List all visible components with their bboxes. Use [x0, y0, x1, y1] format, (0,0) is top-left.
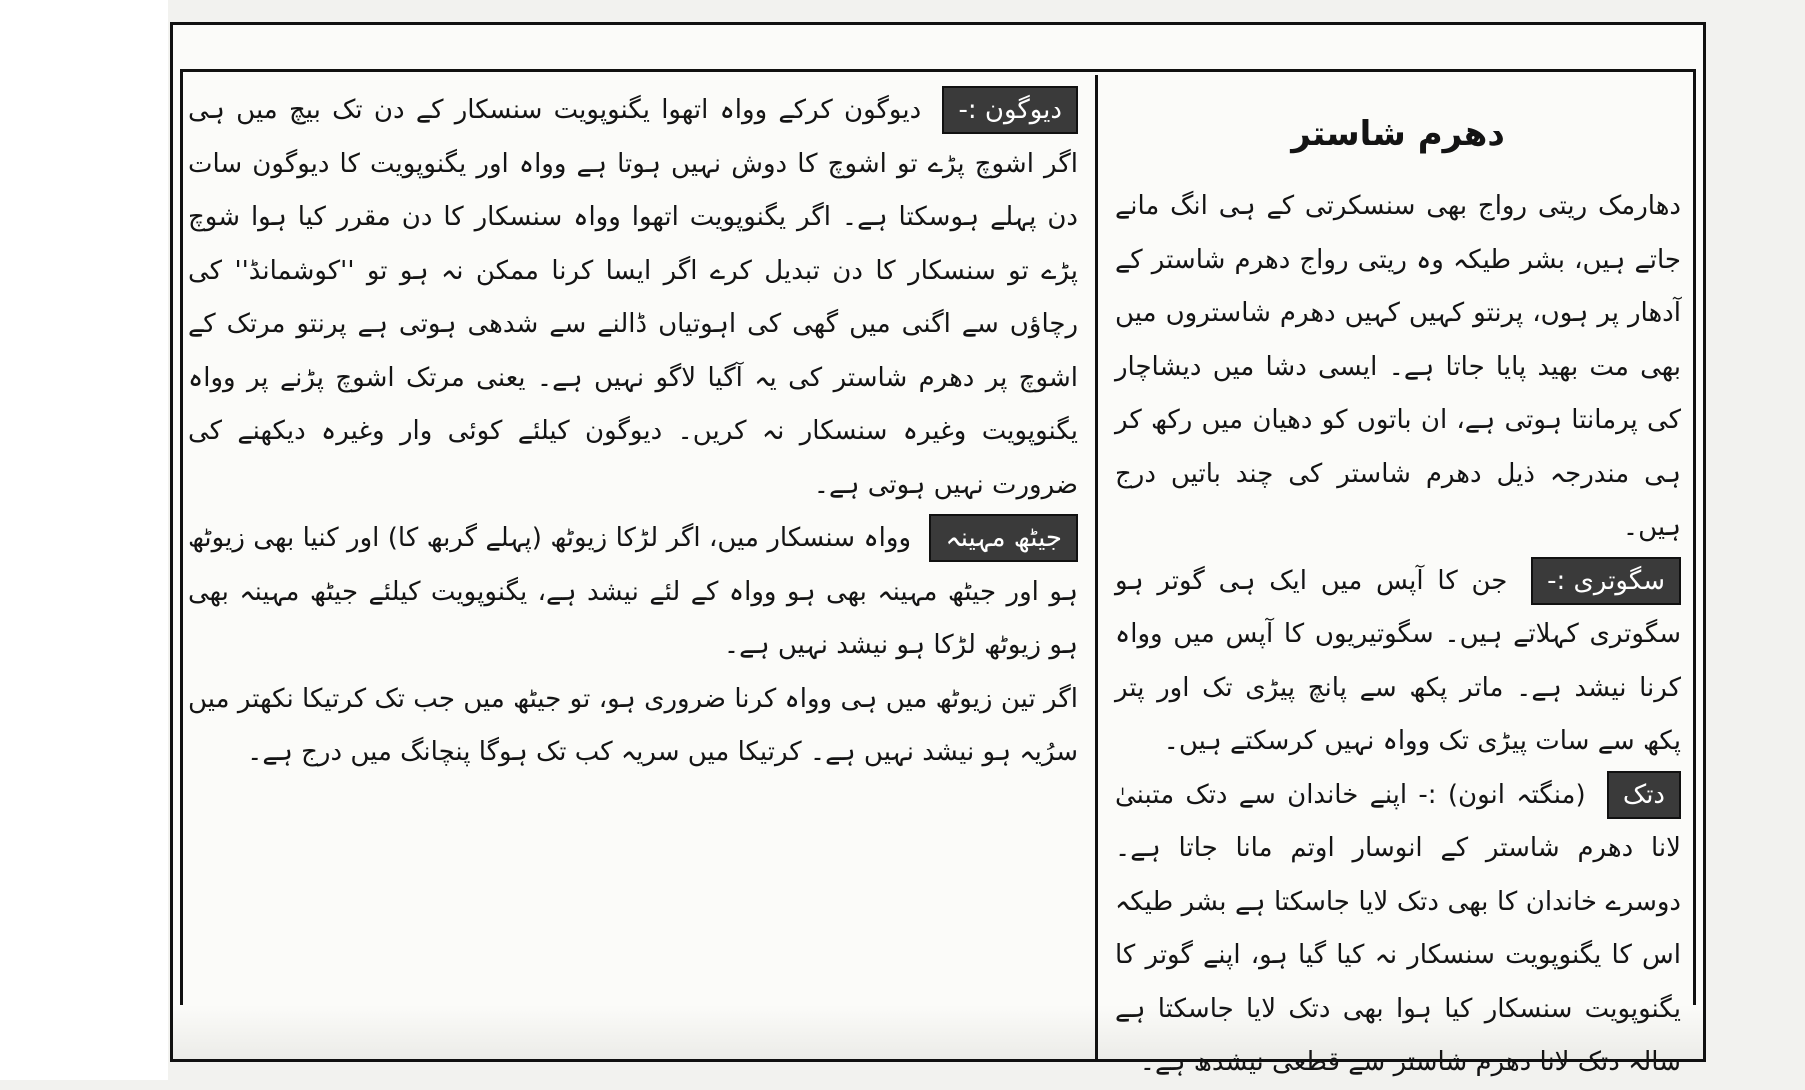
jyeshth-text: وواہ سنسکار میں، اگر لڑکا زیوٹھ (پہلے گربھ کا) اور کنیا بھی زیوٹھ ہو اور جیٹھ مہینہ بھی ہو وواہ کے لئے نیشد ہے، یگنوپویت کیلئے جیٹھ مہینہ بھی ہو زیوٹھ لڑکا ہو نیشد نہیں ہے۔ — [188, 523, 1078, 660]
devgon-paragraph — [188, 84, 1078, 512]
section-heading: دھرم شاستر — [1291, 114, 1505, 154]
jyeshth-label: جیٹھ مہینہ — [929, 514, 1078, 562]
dattak-paragraph — [1115, 769, 1681, 1090]
teen-jyeshth-paragraph: اگر تین زیوٹھ میں ہی وواہ کرنا ضروری ہو، تو جیٹھ میں جب تک کرتیکا نکھتر میں سرُیہ ہو نیشد نہیں ہے۔ کرتیکا میں سریہ کب تک ہوگا پنچانگ میں درج ہے۔ — [188, 683, 1078, 767]
dattak-text: (منگتہ انون) :- اپنے خاندان سے دتک متبنیٰ لانا دھرم شاستر کے انوسار اوتم مانا جاتا ہے۔ دوسرے خاندان کا بھی دتک لایا جاسکتا ہے بشر طیکہ اس کا یگنوپویت سنسکار نہ کیا گیا ہو، اپنے گوتر کا یگنوپویت سنسکار کیا ہوا بھی دتک لایا جاسکتا ہے سالہ دتک لانا دھرم شاستر سے قطعی نیشدھ ہے۔ — [1115, 779, 1681, 1077]
column-divider — [1095, 75, 1098, 1060]
scan-margin — [0, 0, 168, 1080]
devgon-text: دیوگون کرکے وواہ اتھوا یگنوپویت سنسکار کے دن تک بیچ میں ہی اگر اشوچ پڑے تو اشوچ کا دوش نہیں ہوتا ہے وواہ اور یگنوپویت کا دیوگون سات دن پہلے ہوسکتا ہے۔ اگر یگنوپویت اتھوا وواہ سنسکار کا دن مقرر کیا ہوا شوچ پڑے تو سنسکار کا دن تبدیل کرے اگر ایسا کرنا ممکن نہ ہو تو ''کوشمانڈ'' کی رچاؤں سے اگنی میں گھی کی اہوتیاں ڈالنے سے شدھی ہوتی ہے پرنتو مرتک کے اشوچ پر دھرم شاستر کی یہ آگیا لاگو نہیں ہے۔ یعنی مرتک اشوچ پڑنے پر وواہ یگنوپویت وغیرہ سنسکار نہ کریں۔ دیوگون کیلئے کوئی وار وغیرہ دیکھنے کی ضرورت نہیں ہوتی ہے۔ — [188, 95, 1078, 500]
sagotri-text: جن کا آپس میں ایک ہی گوتر ہو سگوتری کہلاتے ہیں۔ سگوتیریوں کا آپس میں وواہ کرنا نیشد ہے۔ ماتر پکھ سے پانچ پیڑی تک اور پتر پکھ سے سات پیڑی تک وواہ نہیں کرسکتے ہیں۔ — [1115, 565, 1681, 756]
sagotri-label: سگوتری :- — [1531, 557, 1681, 605]
right-column — [1115, 84, 1681, 1077]
jyeshth-paragraph — [188, 512, 1078, 673]
intro-paragraph: دھارمک ریتی رواج بھی سنسکرتی کے ہی انگ مانے جاتے ہیں، بشر طیکہ وہ ریتی رواج دھرم شاستر کے آدھار پر ہوں، پرنتو کہیں کہیں دھرم شاستروں میں بھی مت بھید پایا جاتا ہے۔ ایسی دشا میں دیشاچار کی پرمانتا ہوتی ہے، ان باتوں کو دھیان میں رکھ کر ہی مندرجہ ذیل دھرم شاستر کی چند باتیں درج ہیں۔ — [1115, 191, 1681, 542]
left-column — [188, 84, 1078, 1060]
sagotri-paragraph — [1115, 555, 1681, 769]
devgon-label: دیوگون :- — [942, 86, 1078, 134]
dattak-label: دتک — [1607, 771, 1681, 819]
